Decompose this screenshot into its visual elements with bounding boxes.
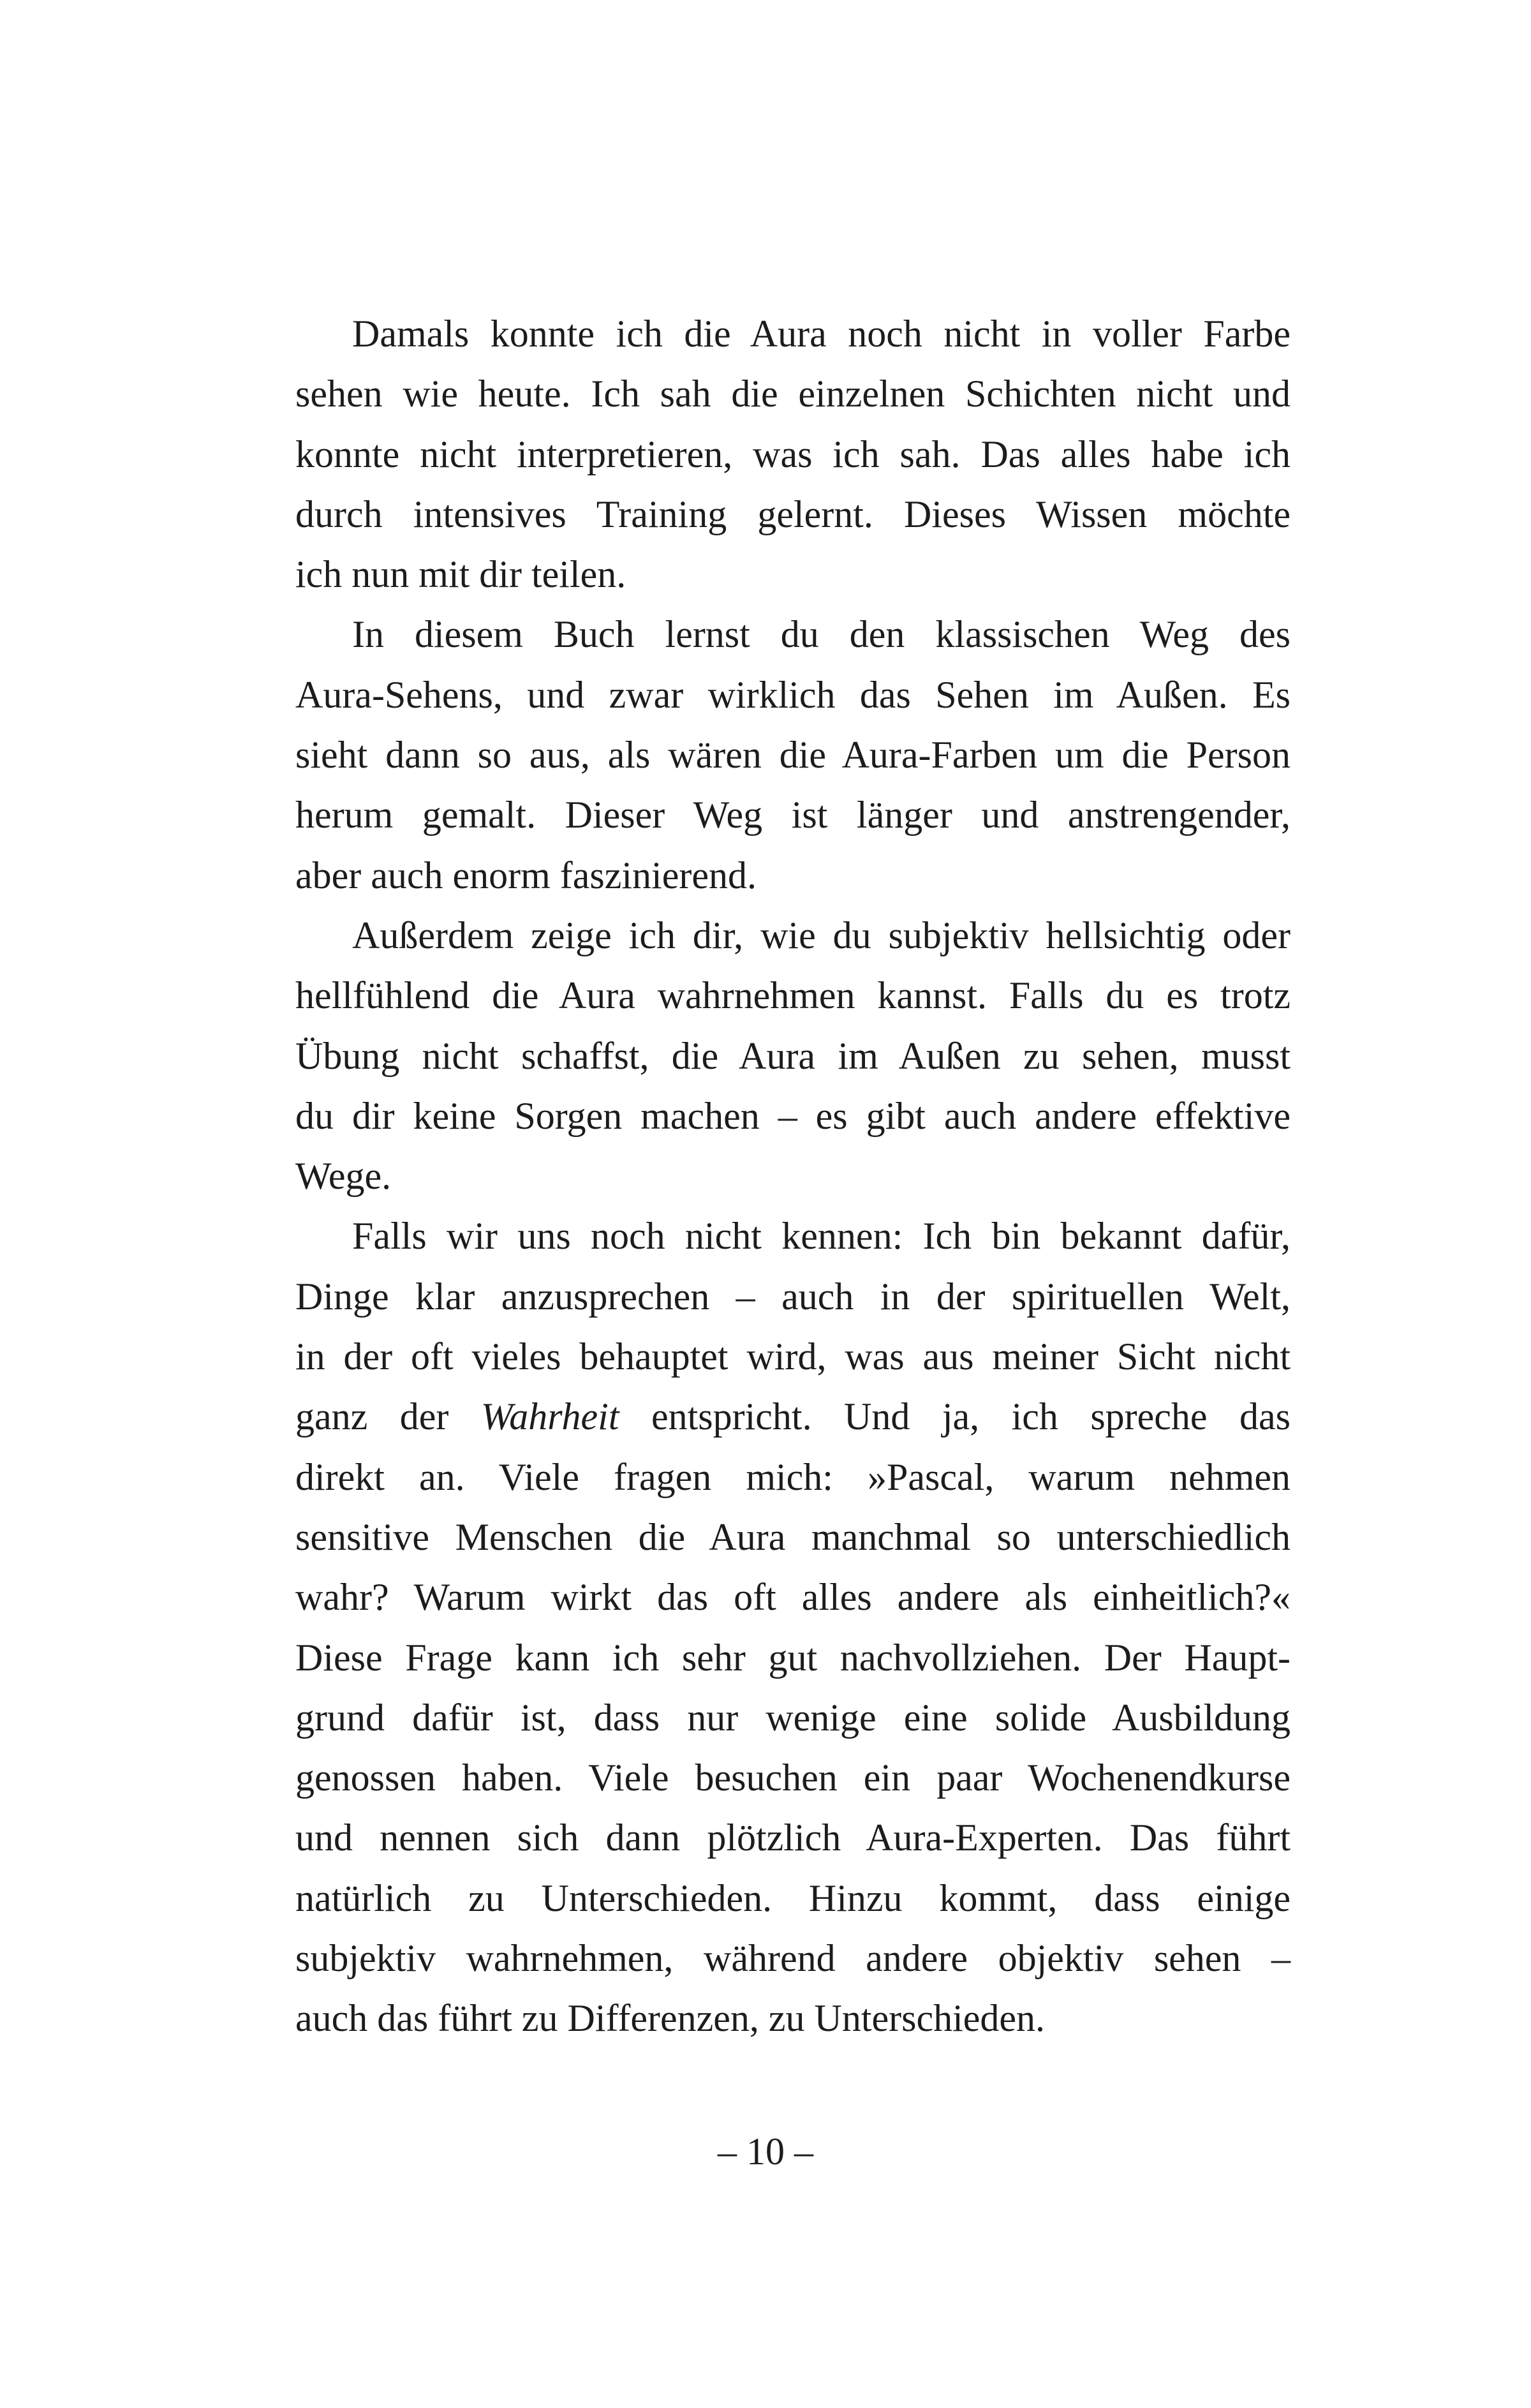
text-line: Aura-Sehens, und zwar wirklich das Sehen im Außen. Es xyxy=(295,673,1291,716)
text-line: herum gemalt. Dieser Weg ist länger und anstrengender, xyxy=(295,794,1291,836)
paragraph xyxy=(295,1206,1291,2048)
text-line: Außerdem zeige ich dir, wie du subjektiv hellsichtig oder xyxy=(352,914,1291,956)
text-line: hellfühlend die Aura wahrnehmen kannst. Falls du es trotz xyxy=(295,974,1291,1017)
text-line: wahr? Warum wirkt das oft alles andere als einheitlich?« xyxy=(295,1576,1291,1619)
text-line: konnte nicht interpretieren, was ich sah. Das alles habe ich xyxy=(295,433,1291,475)
text-line: Wege. xyxy=(295,1155,392,1198)
text-line: genossen haben. Viele besuchen ein paar Wochenendkurse xyxy=(295,1757,1291,1799)
text-line: in der oft vieles behauptet wird, was aus meiner Sicht nicht xyxy=(295,1335,1291,1378)
text-line: Falls wir uns noch nicht kennen: Ich bin bekannt dafür, xyxy=(352,1215,1291,1258)
text-line: direkt an. Viele fragen mich: »Pascal, warum nehmen xyxy=(295,1455,1291,1498)
body-text xyxy=(295,304,1291,2049)
emphasized-text: Wahrheit xyxy=(480,1395,619,1438)
text-line: subjektiv wahrnehmen, während andere objektiv sehen – xyxy=(295,1937,1291,1980)
text-line: du dir keine Sorgen machen – es gibt auch andere effektive xyxy=(295,1094,1291,1137)
text-line: Diese Frage kann ich sehr gut nachvollziehen. Der Haupt- xyxy=(295,1636,1291,1679)
text-line: Übung nicht schaffst, die Aura im Außen zu sehen, musst xyxy=(295,1034,1291,1077)
text-line: sensitive Menschen die Aura manchmal so unterschiedlich xyxy=(295,1515,1291,1558)
text-line: natürlich zu Unterschieden. Hinzu kommt, dass einige xyxy=(295,1877,1291,1919)
paragraph xyxy=(295,604,1291,905)
text-line: In diesem Buch lernst du den klassischen Weg des xyxy=(352,613,1291,656)
text-line: ich nun mit dir teilen. xyxy=(295,553,626,596)
text-line: auch das führt zu Differenzen, zu Unterschieden. xyxy=(295,1997,1046,2040)
text-line: und nennen sich dann plötzlich Aura-Experten. Das führt xyxy=(295,1817,1291,1859)
paragraph xyxy=(295,304,1291,604)
text-line: aber auch enorm faszinierend. xyxy=(295,854,757,896)
page-number: – 10 – xyxy=(718,2130,813,2173)
text-line xyxy=(295,1386,1291,1446)
text-segment: ganz der xyxy=(295,1395,481,1438)
text-line: grund dafür ist, dass nur wenige eine solide Ausbildung xyxy=(295,1696,1291,1739)
text-line: Dinge klar anzusprechen – auch in der spirituellen Welt, xyxy=(295,1275,1291,1318)
text-segment: entspricht. Und ja, ich spreche das xyxy=(619,1395,1291,1438)
text-line: durch intensives Training gelernt. Dieses Wissen möchte xyxy=(295,493,1291,535)
text-line: sieht dann so aus, als wären die Aura-Farben um die Person xyxy=(295,734,1291,777)
paragraph xyxy=(295,905,1291,1206)
text-line: sehen wie heute. Ich sah die einzelnen Schichten nicht und xyxy=(295,373,1291,415)
text-line: Damals konnte ich die Aura noch nicht in voller Farbe xyxy=(352,313,1291,355)
